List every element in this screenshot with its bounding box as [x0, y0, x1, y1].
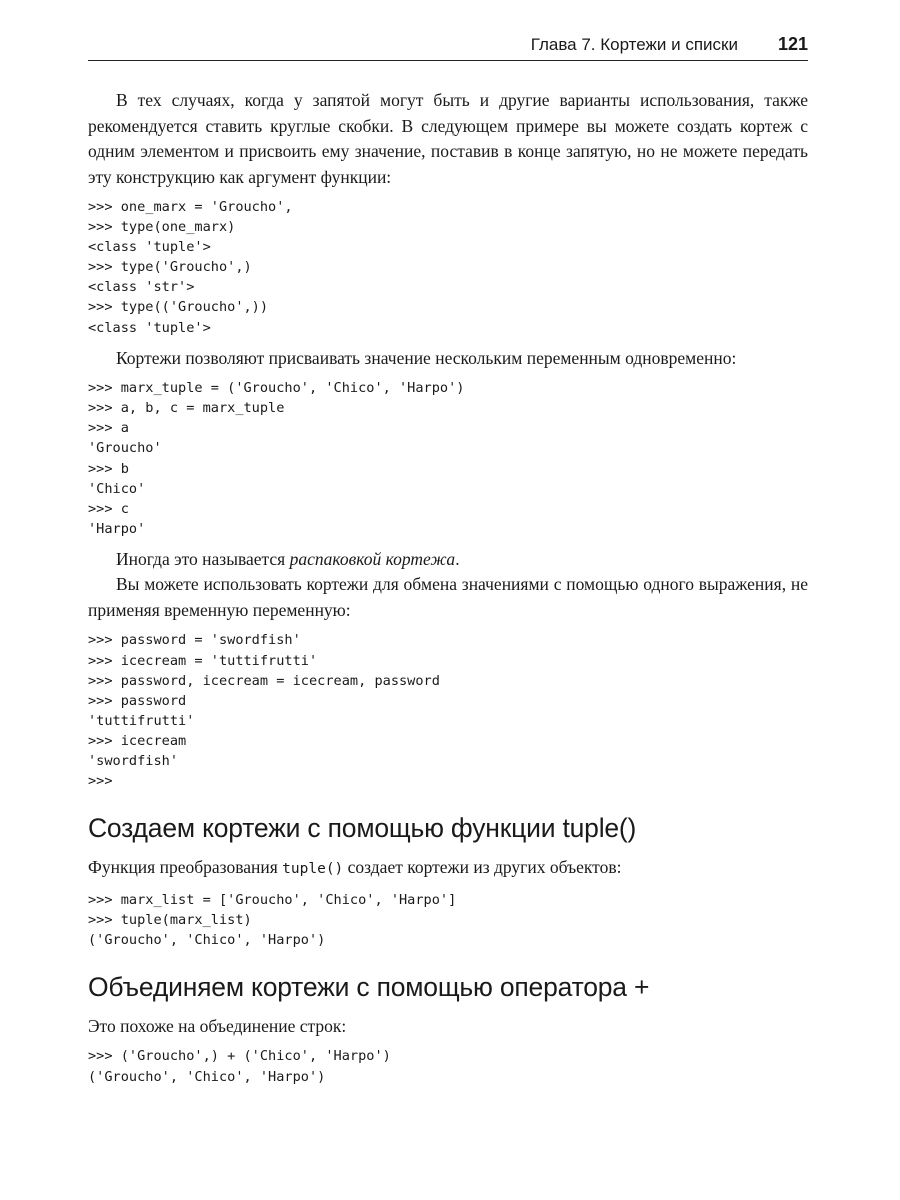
tuple-function-text-end: создает кортежи из других объектов: [343, 857, 622, 878]
code-block-marx-tuple: >>> marx_tuple = ('Groucho', 'Chico', 'Harpo') >>> a, b, c = marx_tuple >>> a 'Groucho' >>> b 'Chico' >>> c 'Harpo' [88, 380, 465, 537]
section-heading-concatenation: Объединяем кортежи с помощью оператора + [88, 971, 650, 1002]
page-number: 121 [777, 34, 808, 54]
paragraph-unpacking [88, 547, 808, 573]
section-heading-tuple-function: Создаем кортежи с помощью функции tuple() [88, 813, 637, 844]
code-block-concatenation: >>> ('Groucho',) + ('Chico', 'Harpo') ('Groucho', 'Chico', 'Harpo') [88, 1048, 391, 1085]
code-block-swap: >>> password = 'swordfish' >>> icecream = 'tuttifrutti' >>> password, icecream = icecream, password >>> password 'tuttifrutti' >>> icecream 'swordfish' >>> [88, 632, 440, 790]
unpacking-term: распаковкой кортежа [289, 548, 456, 569]
paragraph-tuple-function [88, 855, 808, 883]
paragraph-swap: Вы можете использовать кортежи для обмена значениями с помощью одного выражения, не применяя временную переменную: [88, 574, 808, 620]
chapter-title: Глава 7. Кортежи и списки [530, 35, 738, 54]
paragraph-concatenation: Это похоже на объединение строк: [88, 1015, 347, 1036]
unpacking-text: Иногда это называется [116, 548, 290, 569]
running-header [88, 30, 808, 61]
page-content [88, 88, 808, 1095]
unpacking-period: . [455, 548, 460, 569]
paragraph-multiple-assignment: Кортежи позволяют присваивать значение нескольким переменным одновременно: [116, 347, 737, 368]
code-block-one-marx: >>> one_marx = 'Groucho', >>> type(one_marx) <class 'tuple'> >>> type('Groucho',) <class 'str'> >>> type(('Groucho',)) <class 'tuple'> [88, 199, 293, 336]
inline-code-tuple: tuple() [282, 861, 344, 878]
tuple-function-text: Функция преобразования [88, 857, 283, 878]
paragraph-parentheses: В тех случаях, когда у запятой могут быть и другие варианты использования, также рекомендуется ставить круглые скобки. В следующем примере вы можете создать кортеж с одним элементом и присвоить ему значение, поставив в конце запятую, но не можете передать эту конструкцию как аргумент функции: [88, 90, 808, 187]
code-block-tuple-list: >>> marx_list = ['Groucho', 'Chico', 'Harpo'] >>> tuple(marx_list) ('Groucho', 'Chico', 'Harpo') [88, 891, 457, 948]
